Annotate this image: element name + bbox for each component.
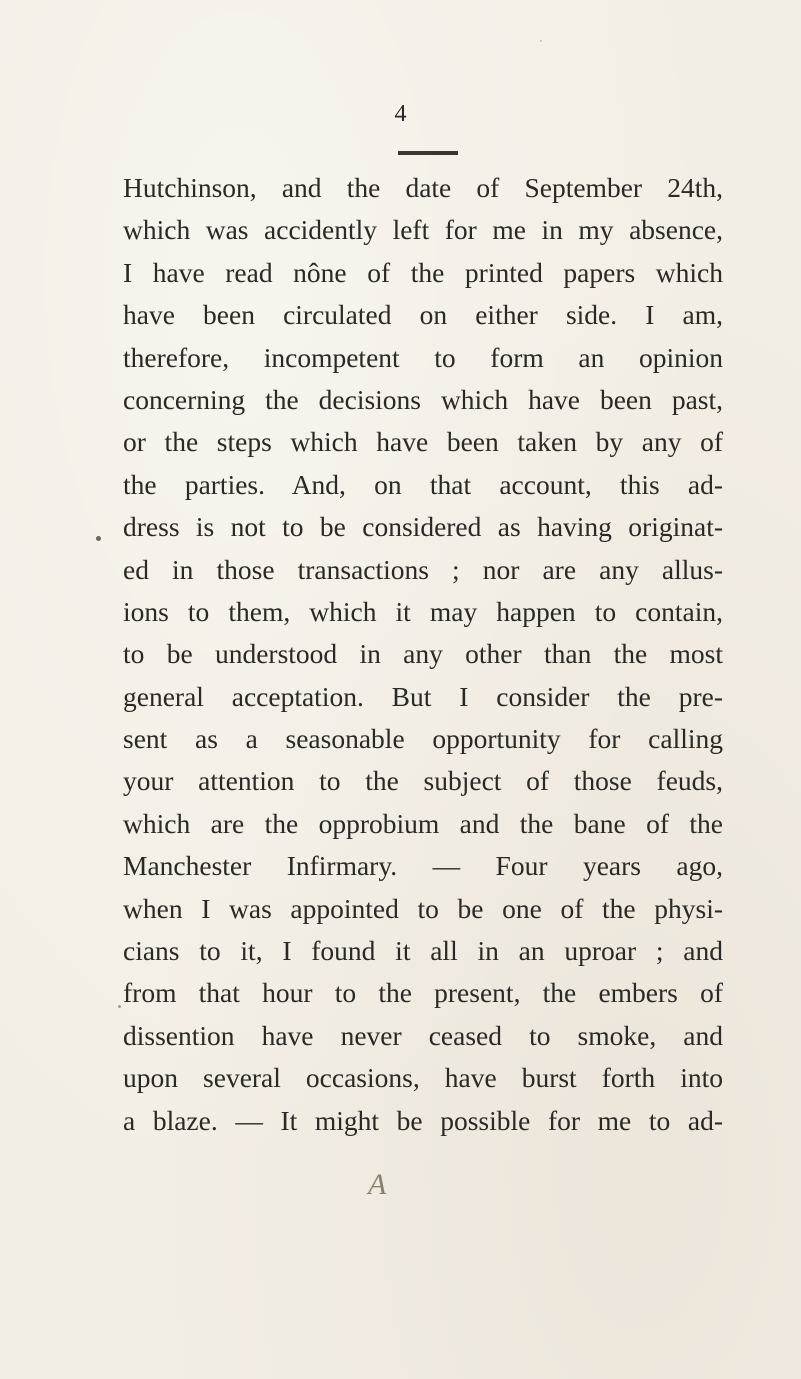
text-line: or the steps which have been taken by any of <box>123 426 723 458</box>
text-line: general acceptation. But I consider the pre- <box>123 680 723 712</box>
text-line: concerning the decisions which have been past, <box>123 383 723 415</box>
text-line: which are the opprobium and the bane of the <box>123 807 723 839</box>
page-number: 4 <box>394 101 407 127</box>
text-line: your attention to the subject of those feuds, <box>123 765 723 797</box>
text-line: dress is not to be considered as having originat- <box>123 511 723 543</box>
text-line: a blaze. — It might be possible for me to ad- <box>123 1104 723 1136</box>
text-line: the parties. And, on that account, this ad- <box>123 468 723 500</box>
text-line: from that hour to the present, the embers of <box>123 977 723 1009</box>
paper-speck <box>118 1005 121 1008</box>
text-line: dissention have never ceased to smoke, and <box>123 1019 723 1051</box>
paper-speck <box>540 40 542 42</box>
text-line: I have read nône of the printed papers which <box>123 256 723 288</box>
text-line: sent as a seasonable opportunity for calling <box>123 723 723 755</box>
signature-mark: A <box>368 1168 387 1201</box>
text-line: Hutchinson, and the date of September 24th, <box>123 172 723 203</box>
text-line: which was accidently left for me in my absence, <box>123 214 723 246</box>
paper-speck <box>96 536 101 541</box>
header-rule <box>398 151 458 155</box>
text-line: cians to it, I found it all in an uproar ; and <box>123 935 723 967</box>
text-line: upon several occasions, have burst forth into <box>123 1062 723 1094</box>
text-line: therefore, incompetent to form an opinion <box>123 341 723 373</box>
text-line: when I was appointed to be one of the physi- <box>123 892 723 924</box>
body-text <box>123 167 723 1142</box>
text-line: have been circulated on either side. I am, <box>123 299 723 331</box>
text-line: to be understood in any other than the most <box>123 638 723 670</box>
text-line: Manchester Infirmary. — Four years ago, <box>123 850 723 882</box>
text-line: ed in those transactions ; nor are any allus- <box>123 553 723 585</box>
text-line: ions to them, which it may happen to contain, <box>123 595 723 627</box>
